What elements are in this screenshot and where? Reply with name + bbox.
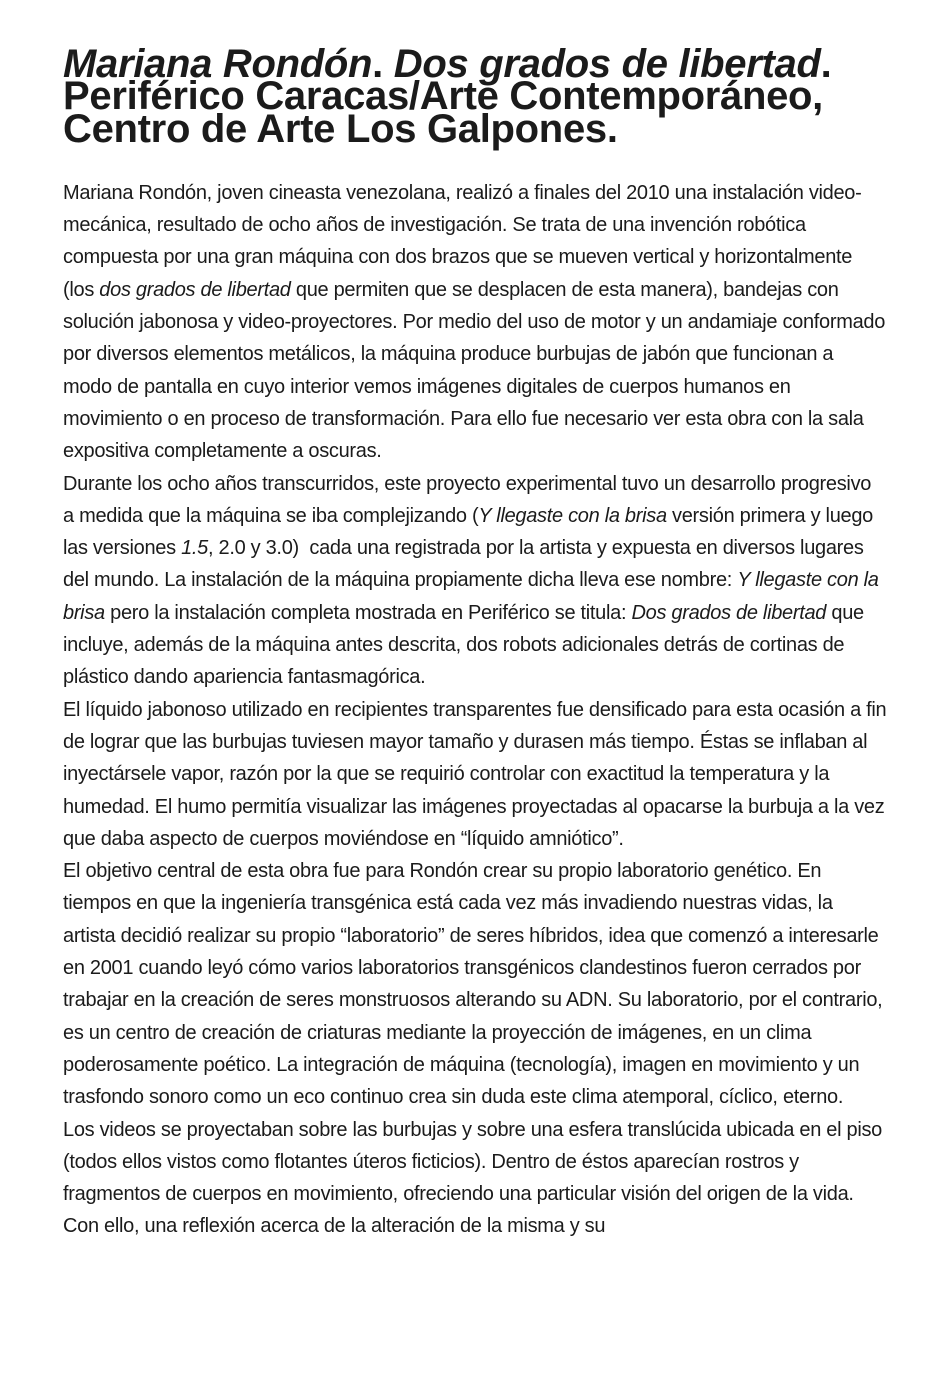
paragraph-1 [63, 177, 891, 468]
paragraph-2-segment-italic: Y llegaste con la brisa [478, 504, 667, 527]
paragraph-3 [63, 694, 892, 855]
paragraph-2-segment: Durante los ocho años transcurridos, este proyecto experimental tuvo un desarrollo progresivo a medida que la máquina se iba complejizando ( [63, 472, 877, 527]
title-segment-italic: Mariana Rondón [63, 42, 373, 86]
paragraph-2 [63, 468, 887, 694]
title-segment-italic: Dos grados de libertad [393, 42, 821, 86]
title-segment: . Periférico Caracas/Arte Contemporáneo, Centro de Arte Los Galpones. [63, 42, 843, 151]
paragraph-4-segment: El objetivo central de esta obra fue para Rondón crear su propio laboratorio genético. En tiempos en que la ingeniería transgénica está cada vez más invadiendo nuestras vidas, la artista decidió realizar su propio “laboratorio” de seres híbridos, idea que comenzó a interesarle en 2001 cuando leyó cómo varios laboratorios transgénicos clandestinos fueron cerrados por trabajar en la creación de seres monstruosos alterando su ADN. Su laboratorio, por el contrario, es un centro de creación de criaturas mediante la proyección de imágenes, en un clima poderosamente poético. La integración de máquina (tecnología), imagen en movimiento y un trasfondo sonoro como un eco continuo crea sin duda este clima atemporal, cíclico, eterno. [63, 860, 888, 1109]
paragraph-1-segment-italic: dos grados de libertad [99, 278, 291, 301]
paragraph-5-segment: Los videos se proyectaban sobre las burbujas y sobre una esfera translúcida ubicada en el piso (todos ellos vistos como flotantes úteros ficticios). Dentro de éstos aparecían rostros y fragmentos de cuerpos en movimiento, ofreciendo una particular visión del origen de la vida. Con ello, una reflexión acerca de la alteración de la misma y su [63, 1118, 888, 1238]
paragraph-1-segment: Mariana Rondón, joven cineasta venezolana, realizó a finales del 2010 una instalación video-mecánica, resultado de ocho años de investigación. Se trata de una invención robótica compuesta por una gran máquina con dos brazos que se mueven vertical y horizontalmente (los [63, 181, 862, 301]
paragraph-3-segment: El líquido jabonoso utilizado en recipientes transparentes fue densificado para esta ocasión a fin de lograr que las burbujas tuviesen mayor tamaño y durasen más tiempo. Éstas se inflaban al inyectársele vapor, razón por la que se requirió controlar con exactitud la temperatura y la humedad. El humo permitía visualizar las imágenes proyectadas al opacarse la burbuja a la vez que daba aspecto de cuerpos moviéndose en “líquido amniótico”. [63, 698, 892, 850]
title-segment: . [372, 42, 394, 86]
paragraph-5 [63, 1114, 887, 1243]
paragraph-2-segment-italic: Y llegaste con la brisa [63, 569, 884, 624]
paragraph-2-segment: que incluye, además de la máquina antes descrita, dos robots adicionales detrás de cortinas de plástico dando apariencia fantasmagórica. [63, 601, 870, 689]
paragraph-1-segment: que permiten que se desplacen de esta manera), bandejas con solución jabonosa y video-proyectores. Por medio del uso de motor y un andamiaje conformado por diversos elementos metálicos, la máquina produce burbujas de jabón que funcionan a modo de pantalla en cuyo interior vemos imágenes digitales de cuerpos humanos en movimiento o en proceso de transformación. Para ello fue necesario ver esta obra con la sala expositiva completamente a oscuras. [63, 278, 891, 463]
paragraph-2-segment: , 2.0 y 3.0) cada una registrada por la artista y expuesta en diversos lugares del mundo. La instalación de la máquina propiamente dicha lleva ese nombre: [63, 537, 869, 592]
document-body [63, 177, 892, 1243]
paragraph-2-segment-italic: 1.5 [181, 537, 208, 560]
document-title [63, 42, 887, 151]
paragraph-2-segment: pero la instalación completa mostrada en Periférico se titula: [104, 601, 632, 624]
paragraph-4 [63, 855, 887, 1113]
paragraph-2-segment: versión primera y luego las versiones [63, 504, 879, 560]
paragraph-2-segment-italic: Dos grados de libertad [631, 601, 827, 624]
